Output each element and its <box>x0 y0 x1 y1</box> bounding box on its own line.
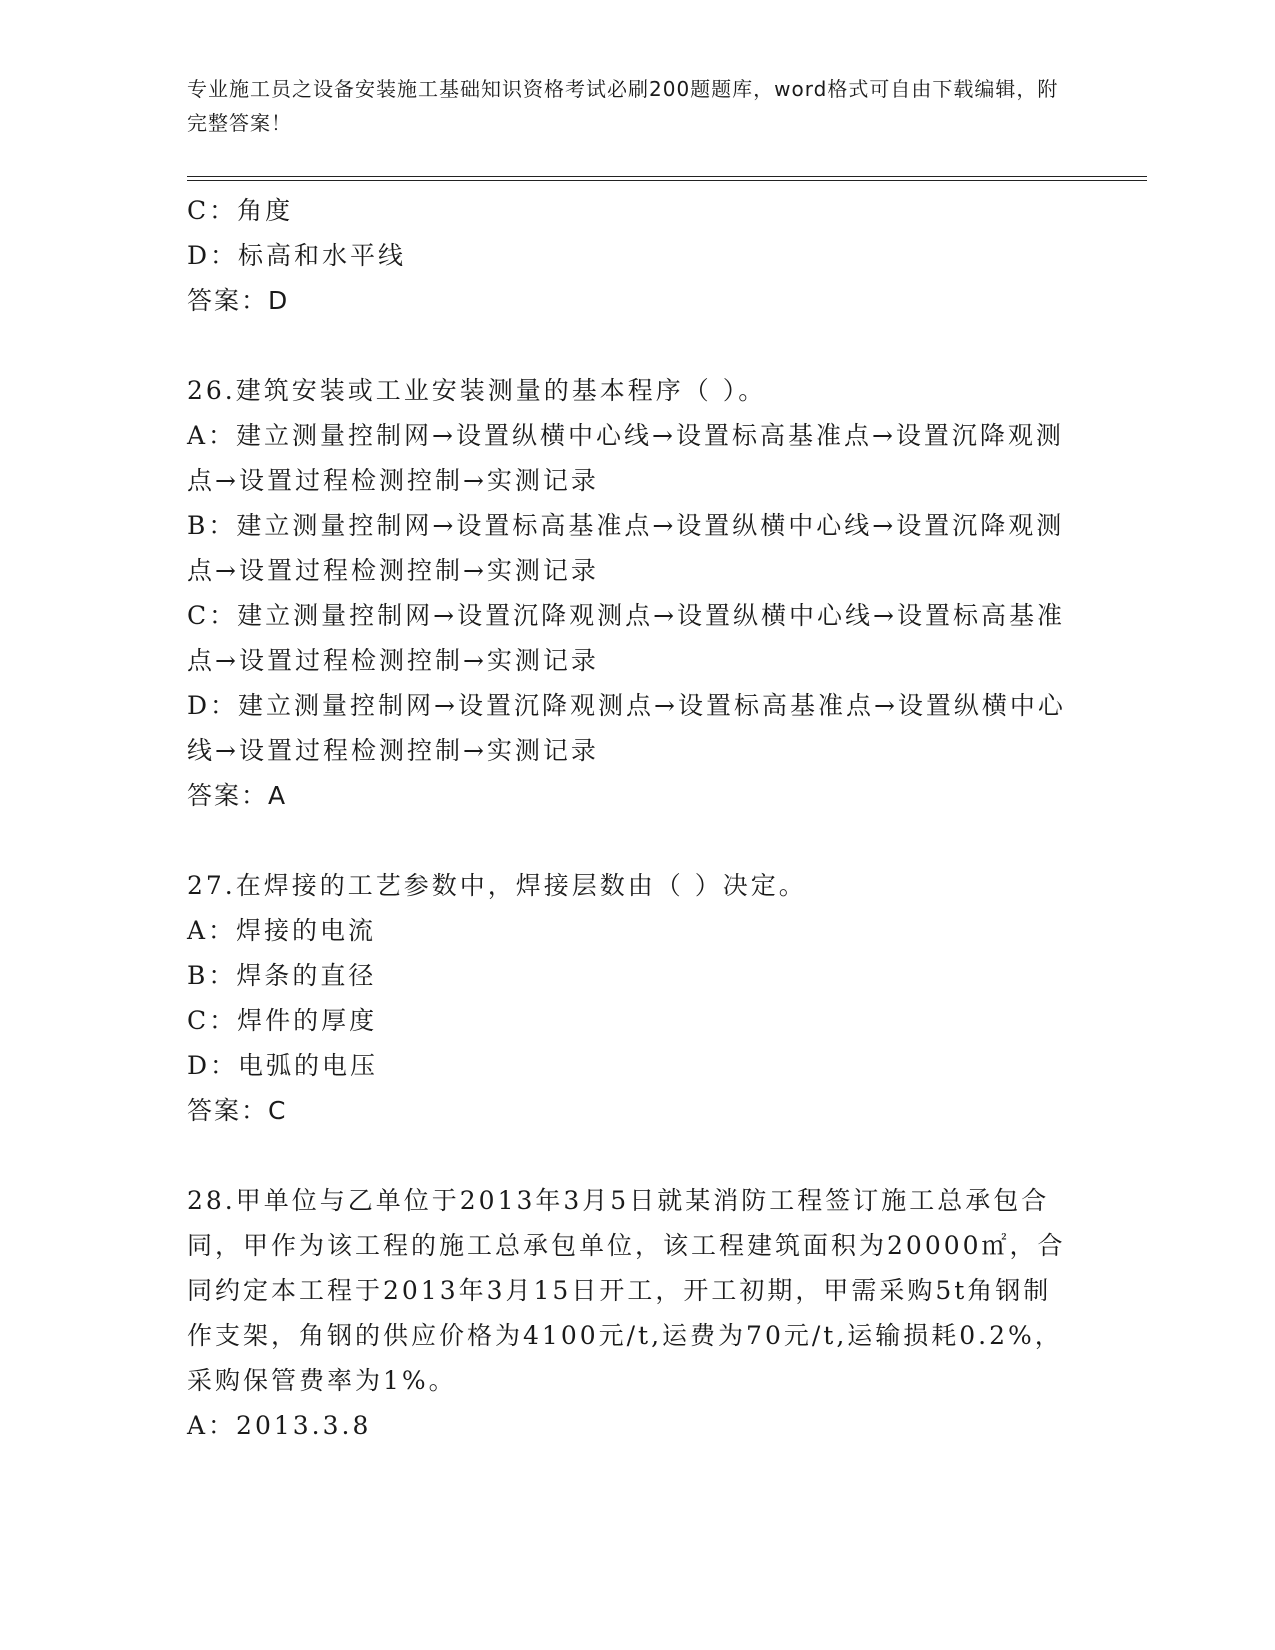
question-27 <box>187 863 1067 1133</box>
question-text: 28.甲单位与乙单位于2013年3月5日就某消防工程签订施工总承包合同，甲作为该工程的施工总承包单位，该工程建筑面积为20000㎡，合同约定本工程于2013年3月15日开工，开工初期，甲需采购5t角钢制作支架，角钢的供应价格为4100元/t,运费为70元/t,运输损耗0.2%，采购保管费率为1%。 <box>187 1186 1066 1395</box>
question-text: 27.在焊接的工艺参数中，焊接层数由（ ）决定。 <box>187 871 807 900</box>
option-b: B：焊条的直径 <box>187 961 377 990</box>
header-rule-top <box>187 176 1147 177</box>
option-c: C：焊件的厚度 <box>187 1006 378 1035</box>
option-a: A：2013.3.8 <box>187 1411 372 1440</box>
option-a: A：建立测量控制网→设置纵横中心线→设置标高基准点→设置沉降观测点→设置过程检测控制→实测记录 <box>187 421 1064 495</box>
question-28 <box>187 1178 1067 1448</box>
answer: 答案：A <box>187 781 288 810</box>
option-d: D：电弧的电压 <box>187 1051 379 1080</box>
option-d: D：标高和水平线 <box>187 241 407 270</box>
question-text: 26.建筑安装或工业安装测量的基本程序（ ）。 <box>187 376 767 405</box>
question-26 <box>187 368 1067 818</box>
header-title: 专业施工员之设备安装施工基础知识资格考试必刷200题题库，word格式可自由下载编辑，附完整答案！ <box>187 77 1059 135</box>
option-a: A：焊接的电流 <box>187 916 377 945</box>
document-header <box>187 72 1067 140</box>
option-c: C：角度 <box>187 196 294 225</box>
spacer <box>187 323 1067 368</box>
previous-question-tail <box>187 188 1067 323</box>
option-d: D：建立测量控制网→设置沉降观测点→设置标高基准点→设置纵横中心线→设置过程检测控制→实测记录 <box>187 691 1066 765</box>
spacer <box>187 818 1067 863</box>
document-body <box>187 188 1067 1448</box>
answer: 答案：C <box>187 1096 288 1125</box>
header-rule-bottom <box>187 180 1147 181</box>
option-b: B：建立测量控制网→设置标高基准点→设置纵横中心线→设置沉降观测点→设置过程检测控制→实测记录 <box>187 511 1065 585</box>
spacer <box>187 1133 1067 1178</box>
option-c: C：建立测量控制网→设置沉降观测点→设置纵横中心线→设置标高基准点→设置过程检测控制→实测记录 <box>187 601 1065 675</box>
answer: 答案：D <box>187 286 290 315</box>
